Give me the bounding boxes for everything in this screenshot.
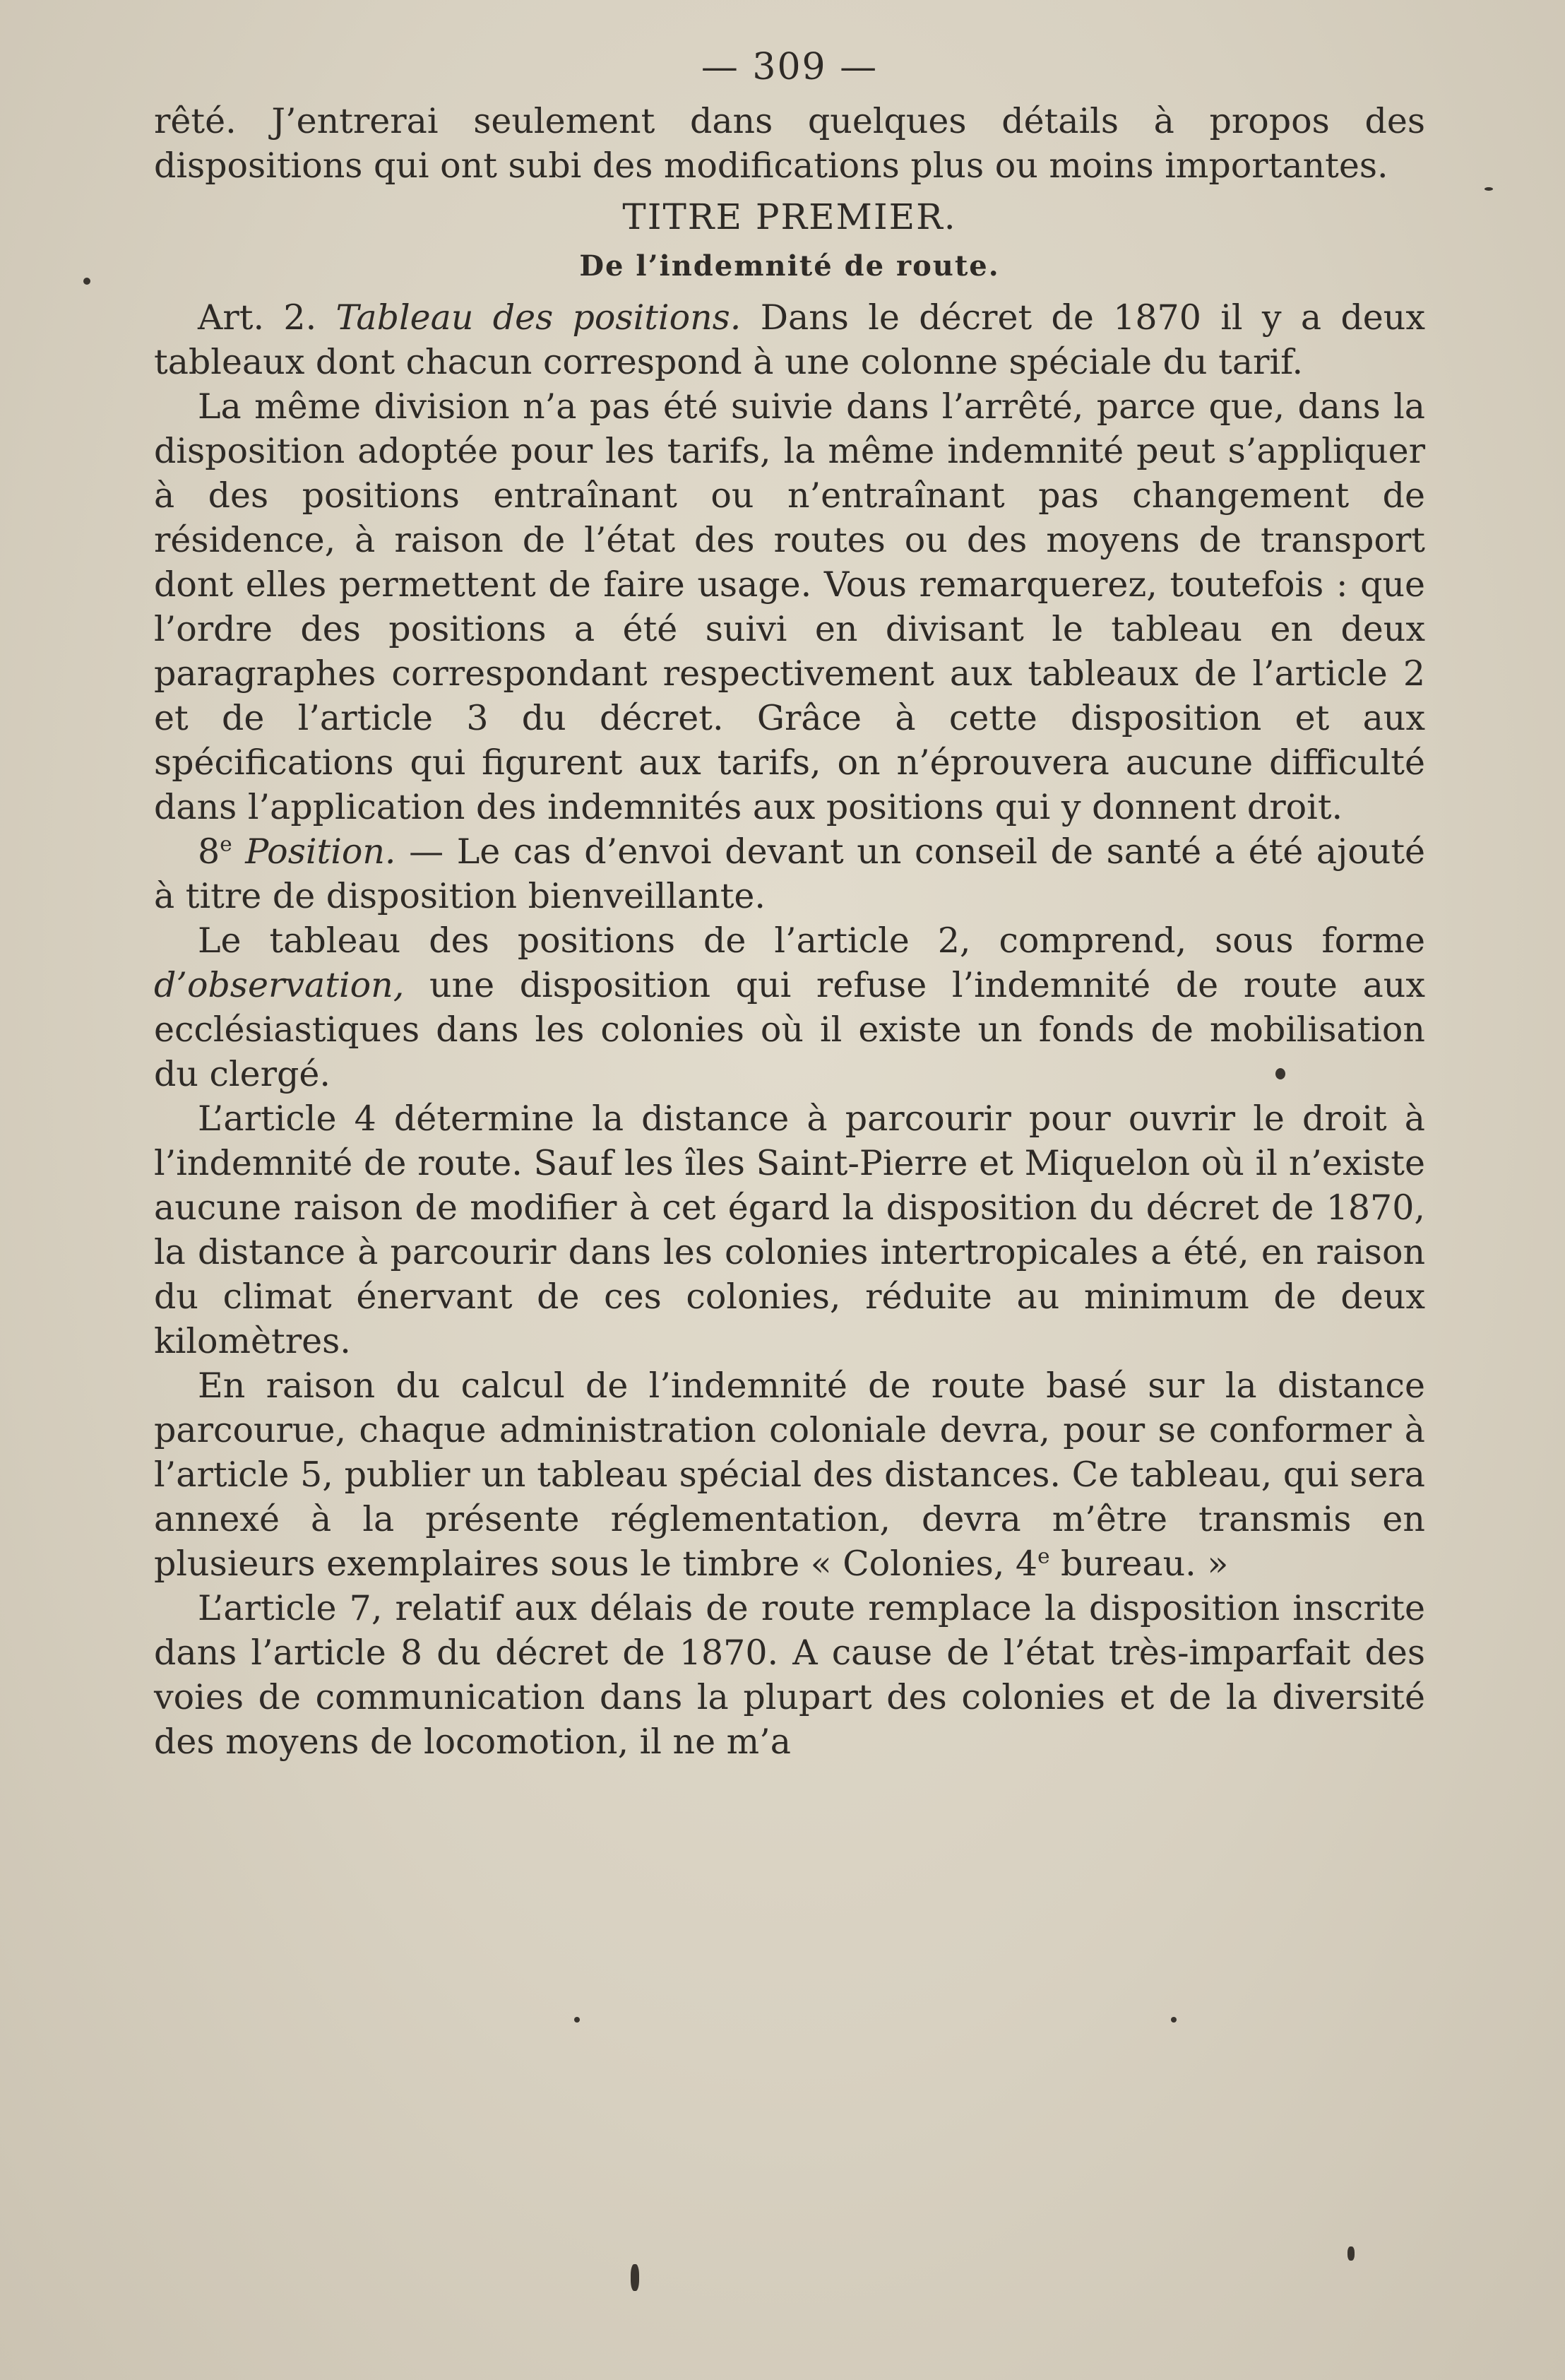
page-text bbox=[154, 35, 1425, 1764]
ink-speck bbox=[1171, 2017, 1177, 2023]
ink-speck bbox=[574, 2017, 580, 2023]
section-title: TITRE PREMIER. bbox=[622, 196, 957, 237]
position-label: Position. bbox=[245, 831, 396, 872]
ink-speck bbox=[83, 278, 90, 285]
position-8-paragraph bbox=[154, 829, 1425, 918]
ink-speck bbox=[631, 2264, 639, 2291]
calcul-text-before: En raison du calcul de l’indemnité de route basé sur la distance parcourue, chaque administration coloniale devra, pour se conformer à l’article 5, publier un tableau spécial des distances. Ce tableau, qui sera annexé à la présente réglementation, devra m’être transmis en plusieurs exemplaires sous le timbre « Colonies, 4 bbox=[154, 1366, 1425, 1584]
position-text: — Le cas d’envoi devant un conseil de santé a été ajouté à titre de disposition bienveillante. bbox=[154, 831, 1426, 916]
article-heading: Tableau des positions. bbox=[335, 297, 742, 338]
tableau-text-after: une disposition qui refuse l’indemnité de route aux ecclésiastiques dans les colonies où il existe un fonds de mobilisation du clergé. bbox=[154, 965, 1425, 1094]
article-4-paragraph: L’article 4 détermine la distance à parcourir pour ouvrir le droit à l’indemnité de route. Sauf les îles Saint-Pierre et Miquelon où il n’existe aucune raison de modifier à cet égard la disposition du décret de 1870, la distance à parcourir dans les colonies intertropicales a été, en raison du climat énervant de ces colonies, réduite au minimum de deux kilomètres. bbox=[154, 1099, 1425, 1361]
article-label: Art. 2. bbox=[198, 297, 317, 338]
calcul-paragraph bbox=[154, 1363, 1425, 1586]
calcul-text-after: bureau. » bbox=[1049, 1544, 1229, 1584]
page-number: — 309 — bbox=[701, 46, 879, 88]
section-subtitle: De l’indemnité de route. bbox=[579, 249, 1000, 283]
ink-speck bbox=[1275, 1068, 1285, 1079]
calcul-superscript: e bbox=[1037, 1544, 1050, 1568]
division-paragraph: La même division n’a pas été suivie dans l’arrêté, parce que, dans la disposition adoptée pour les tarifs, la même indemnité peut s’appliquer à des positions entraînant ou n’entraînant pas changement de résidence, à raison de l’état des routes ou des moyens de transport dont elles permettent de faire usage. Vous remarquerez, toutefois : que l’ordre des positions a été suivi en divisant le tableau en deux paragraphes correspondant respectivement aux tableaux de l’article 2 et de l’article 3 du décret. Grâce à cette disposition et aux spécifications qui figurent aux tarifs, on n’éprouvera aucune difficulté dans l’application des indemnités aux positions qui y donnent droit. bbox=[154, 386, 1425, 827]
tableau-text-before: Le tableau des positions de l’article 2, comprend, sous forme bbox=[198, 920, 1425, 961]
article-2-paragraph bbox=[154, 295, 1425, 384]
article-text: Dans le décret de 1870 il y a deux tableaux dont chacun correspond à une colonne spéciale du tarif. bbox=[154, 297, 1425, 382]
position-number: 8 bbox=[198, 831, 220, 872]
intro-paragraph: rêté. J’entrerai seulement dans quelques détails à propos des dispositions qui ont subi des modifications plus ou moins importantes. bbox=[154, 101, 1425, 186]
article-7-paragraph: L’article 7, relatif aux délais de route remplace la disposition inscrite dans l’article 8 du décret de 1870. A cause de l’état très-imparfait des voies de communication dans la plupart des colonies et de la diversité des moyens de locomotion, il ne m’a bbox=[154, 1588, 1425, 1762]
tableau-paragraph bbox=[154, 918, 1425, 1096]
tableau-italic: d’observation, bbox=[154, 965, 405, 1005]
ink-speck bbox=[1484, 187, 1493, 191]
position-superscript: e bbox=[220, 831, 232, 856]
ink-speck bbox=[1347, 2246, 1355, 2261]
